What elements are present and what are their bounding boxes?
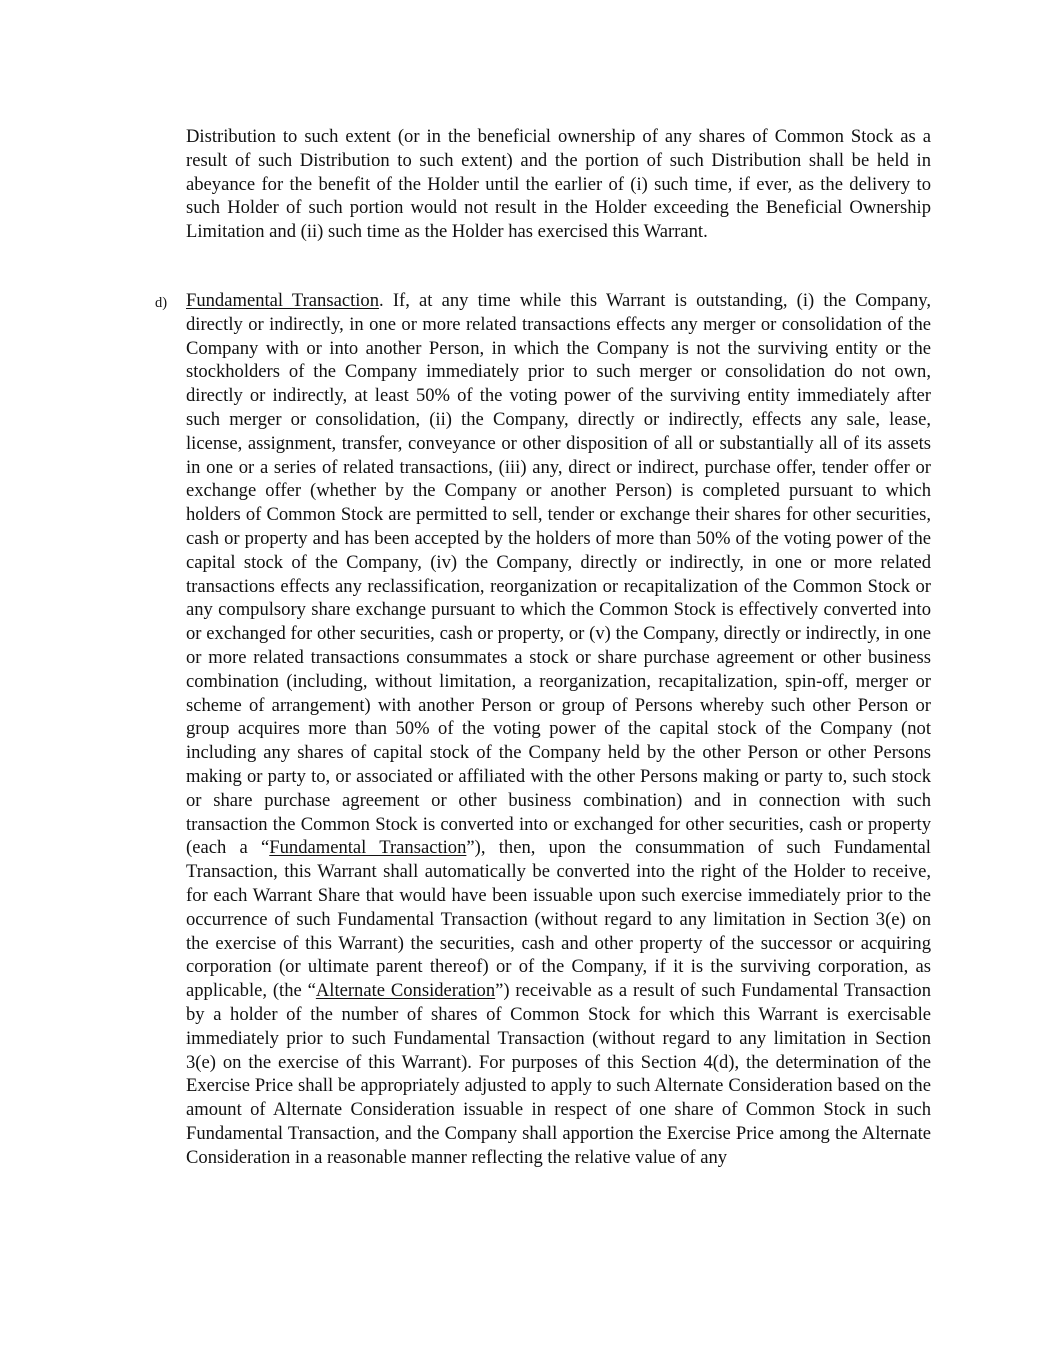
section-d-text-part-1: . If, at any time while this Warrant is outstanding, (i) the Company, directly or indirectly, in one or more related transactions effects any merger or consolidation of the Company with or into another Person, in which the Company is not the surviving entity or the stockholders of the Company immediately prior to such merger or consolidation do not own, directly or indirectly, at least 50% of the voting power of the surviving entity immediately after such merger or consolidation, (ii) the Company, directly or indirectly, effects any sale, lease, license, assignment, transfer, conveyance or other disposition of all or substantially all of its assets in one or a series of related transactions, (iii) any, direct or indirect, purchase offer, tender offer or exchange offer (whether by the Company or another Person) is completed pursuant to which holders of Common Stock are permitted to sell, tender or exchange their shares for other securities, cash or property and has been accepted by the holders of more than 50% of the voting power of the capital stock of the Company, (iv) the Company, directly or indirectly, in one or more related transactions effects any reclassification, reorganization or recapitalization of the Common Stock or any compulsory share exchange pursuant to which the Common Stock is effectively converted into or exchanged for other securities, cash or property, or (v) the Company, directly or indirectly, in one or more related transactions consummates a stock or share purchase agreement or other business combination (including, without limitation, a reorganization, recapitalization, spin-off, merger or scheme of arrangement) with another Person or group of Persons whereby such other Person or group acquires more than 50% of the voting power of the capital stock of the Company (not including any shares of capital stock of the Company held by the other Person or other Persons making or party to, or associated or affiliated with the other Persons making or party to, such stock or share purchase agreement or other business combination) and in connection with such transaction the Common Stock is converted into or exchanged for other securities, cash or property (each a “	[186, 290, 932, 859]
section-d-heading: Fundamental Transaction	[186, 290, 380, 311]
section-d-text-part-2: ”), then, upon the consummation of such Fundamental Transaction, this Warrant shall automatically be converted into the right of the Holder to receive, for each Warrant Share that would have been issuable upon such exercise immediately prior to the occurrence of such Fundamental Transaction (without regard to any limitation in Section 3(e) on the exercise of this Warrant) the securities, cash and other property of the successor or acquiring corporation (or ultimate parent thereof) or of the Company, if it is the surviving corporation, as applicable, (the “	[186, 837, 931, 1002]
section-d-marker: d)	[155, 295, 168, 311]
section-d-text-part-3: ”) receivable as a result of such Fundamental Transaction by a holder of the number of shares of Common Stock for which this Warrant is exercisable immediately prior to such Fundamental Transaction (without regard to any limitation in Section 3(e) on the exercise of this Warrant). For purposes of this Section 4(d), the determination of the Exercise Price shall be appropriately adjusted to apply to such Alternate Consideration based on the amount of Alternate Consideration issuable in respect of one share of Common Stock in such Fundamental Transaction, and the Company shall apportion the Exercise Price among the Alternate Consideration in a reasonable manner reflecting the relative value of any	[186, 980, 931, 1168]
continuation-paragraph: Distribution to such extent (or in the beneficial ownership of any shares of Common Stock as a result of such Distribution to such extent) and the portion of such Distribution shall be held in abeyance for the benefit of the Holder until the earlier of (i) such time, if ever, as the delivery to such Holder of such portion would not result in the Holder exceeding the Beneficial Ownership Limitation and (ii) such time as the Holder has exercised this Warrant.	[186, 126, 931, 243]
defined-term-fundamental-transaction: Fundamental Transaction	[269, 837, 467, 859]
section-d-paragraph	[186, 289, 931, 1169]
defined-term-alternate-consideration: Alternate Consideration	[315, 980, 496, 1002]
